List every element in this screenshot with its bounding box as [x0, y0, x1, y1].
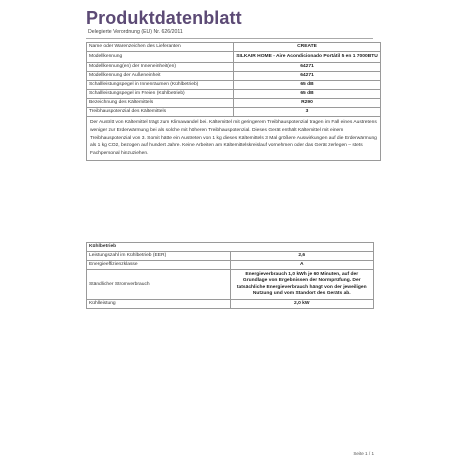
table-row: [87, 98, 381, 107]
table-row: [87, 80, 381, 89]
table-row: [87, 43, 381, 52]
row-value: Energieverbrauch 1,0 kWh je 60 Minuten, auf der Grundlage von Ergebnissen der Normprüfung. Der tatsächliche Energieverbrauch hängt von der jeweiligen Nutzung und vom Standort des Geräts ab.: [230, 270, 374, 300]
refrigerant-note-row: [87, 117, 381, 161]
page-number: Seite 1 / 1: [353, 451, 374, 456]
row-value: 65 dB: [234, 80, 381, 89]
row-label: Modellkennung der Außeneinheit: [87, 71, 234, 80]
row-value: 3: [234, 107, 381, 116]
table-row: [87, 270, 374, 300]
page-title: Produktdatenblatt: [86, 8, 242, 28]
table-row: [87, 261, 374, 270]
row-label: Modellkennung(en) der Inneneinheit(en): [87, 62, 234, 71]
table-row: [87, 252, 374, 261]
row-value: 64271: [234, 71, 381, 80]
table-row: [87, 107, 381, 116]
row-label: Name oder Warenzeichen des Lieferanten: [87, 43, 234, 52]
row-label: Kühlleistung: [87, 299, 231, 308]
row-value: 2,0 kW: [230, 299, 374, 308]
section-heading-cooling: Kühlbetrieb: [87, 243, 374, 252]
row-label: Bezeichnung des Kältemittels: [87, 98, 234, 107]
row-value: R290: [234, 98, 381, 107]
row-label: Schallleistungspegel im Freien (Kühlbetrieb): [87, 89, 234, 98]
row-value: 64271: [234, 62, 381, 71]
row-value: 2,6: [230, 252, 374, 261]
table-row: [87, 62, 381, 71]
row-label: Leistungszahl im Kühlbetrieb (EER): [87, 252, 231, 261]
row-label: Treibhauspotenzial des Kältemittels: [87, 107, 234, 116]
row-value: SILKAIR HOME - Aire Acondicionado Portátil 5 en 1 7000BTU: [234, 52, 381, 62]
row-value: A: [230, 261, 374, 270]
product-info-table: [86, 42, 381, 161]
cooling-table: [86, 242, 374, 309]
table-row: [87, 52, 381, 62]
regulation-reference: Delegierte Verordnung (EU) Nr. 626/2011: [88, 29, 183, 35]
table-row: [87, 299, 374, 308]
row-value: CREATE: [234, 43, 381, 52]
table-row: [87, 89, 381, 98]
row-value: 65 dB: [234, 89, 381, 98]
title-divider: [86, 38, 373, 39]
row-label: Modellkennung: [87, 52, 234, 62]
row-label: Schallleistungspegel in Innenräumen (Kühlbetrieb): [87, 80, 234, 89]
refrigerant-note: Der Austritt von Kältemittel trägt zum Klimawandel bei. Kältemittel mit geringerem Treibhauspotenzial tragen im Fall eines Austretens weniger zur Erderwärmung bei als solche mit höheren Treibhauspotenzial. Dieses Gerät enthält Kältemittel mit einem Treibhauspotenzial von 3. Somit hätte ein Austreten von 1 kg dieses Kältemittels 3 Mal größere Auswirkungen auf die Erderwärmung als 1 kg CO2, bezogen auf hundert Jahre. Keine Arbeiten am Kältemittelskreislauf vornehmen oder das Gerät zerlegen – stets Fachpersonal hinzuziehen.: [87, 117, 381, 161]
table-row: [87, 71, 381, 80]
row-label: Energieeffizienzklasse: [87, 261, 231, 270]
row-label: Ständlicher Stromverbrauch: [87, 270, 231, 300]
section-row: [87, 243, 374, 252]
